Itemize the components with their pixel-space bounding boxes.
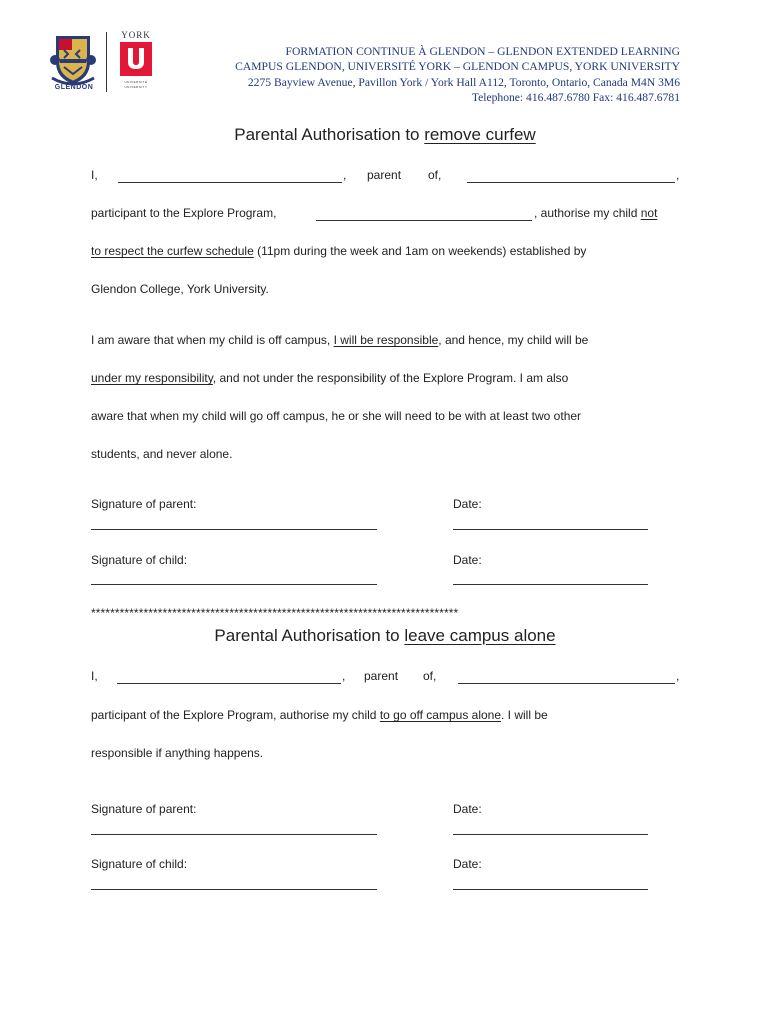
section1-p1-text-b: , authorise my child not	[534, 206, 658, 220]
parent-name-field[interactable]	[118, 182, 342, 183]
section2-p1-line2: responsible if anything happens.	[91, 746, 264, 760]
section1-p2-line2: under my responsibility, and not under the responsibility of the Explore Program. I am also	[91, 371, 569, 385]
section1-p2-line1: I am aware that when my child is off campus, I will be responsible, and hence, my child will be	[91, 333, 589, 347]
section1-p1-text-a: participant to the Explore Program,	[91, 206, 277, 220]
date-label: Date:	[453, 857, 482, 871]
signature-parent-label: Signature of parent:	[91, 497, 197, 511]
section2-title: Parental Authorisation to leave campus alone	[214, 626, 556, 645]
header-address-block	[235, 44, 680, 106]
of-label: of,	[423, 669, 437, 683]
comma: ,	[343, 168, 347, 182]
signature-child-label: Signature of child:	[91, 857, 188, 871]
signature-parent-field-2[interactable]	[91, 834, 377, 835]
child-name-field-3[interactable]	[458, 683, 675, 684]
date-child-field[interactable]	[453, 584, 648, 585]
header-line-3: 2275 Bayview Avenue, Pavillon York / York Hall A112, Toronto, Ontario, Canada M4N 3M6	[247, 75, 680, 89]
date-parent-field-2[interactable]	[453, 834, 648, 835]
york-university-subtext: UNIVERSITÉ UNIVERSITY	[124, 80, 148, 89]
date-child-field-2[interactable]	[453, 889, 648, 890]
section-separator: *****************************************************************************	[91, 606, 459, 620]
signature-child-field[interactable]	[91, 584, 377, 585]
comma: ,	[342, 669, 346, 683]
york-university-logo	[116, 30, 162, 96]
parent-label: parent	[364, 669, 399, 683]
of-label: of,	[428, 168, 442, 182]
york-logo-text: YORK	[121, 30, 151, 40]
glendon-logo-text: GLENDON	[54, 84, 94, 91]
date-parent-field[interactable]	[453, 529, 648, 530]
logo-divider	[106, 32, 107, 92]
section2-p1-line1: participant of the Explore Program, authorise my child to go off campus alone. I will be	[91, 708, 548, 722]
date-label: Date:	[453, 497, 482, 511]
section1-title: Parental Authorisation to remove curfew	[234, 125, 536, 144]
child-name-field-2[interactable]	[316, 220, 532, 221]
header-line-2: CAMPUS GLENDON, UNIVERSITÉ YORK – GLENDON CAMPUS, YORK UNIVERSITY	[235, 60, 680, 74]
section1-p1-line2: to respect the curfew schedule (11pm during the week and 1am on weekends) established by	[91, 244, 587, 258]
section1-p1-line3: Glendon College, York University.	[91, 282, 269, 296]
signature-child-field-2[interactable]	[91, 889, 377, 890]
parent-label: parent	[367, 168, 402, 182]
header-line-4: Telephone: 416.487.6780 Fax: 416.487.6781	[471, 91, 680, 105]
signature-parent-field[interactable]	[91, 529, 377, 530]
signature-child-label: Signature of child:	[91, 553, 188, 567]
date-label: Date:	[453, 802, 482, 816]
section2-i-label: I,	[91, 669, 98, 683]
section1-p2-line4: students, and never alone.	[91, 447, 233, 461]
child-name-field[interactable]	[467, 182, 675, 183]
comma: ,	[676, 168, 680, 182]
section1-i-label: I,	[91, 168, 98, 182]
section1-p2-line3: aware that when my child will go off campus, he or she will need to be with at least two other	[91, 409, 582, 423]
comma: ,	[676, 669, 680, 683]
parent-name-field-2[interactable]	[117, 683, 341, 684]
logo-group	[50, 30, 162, 96]
date-label: Date:	[453, 553, 482, 567]
header-line-1: FORMATION CONTINUE À GLENDON – GLENDON EXTENDED LEARNING	[285, 45, 680, 58]
signature-parent-label: Signature of parent:	[91, 802, 197, 816]
york-u-icon	[120, 42, 152, 76]
